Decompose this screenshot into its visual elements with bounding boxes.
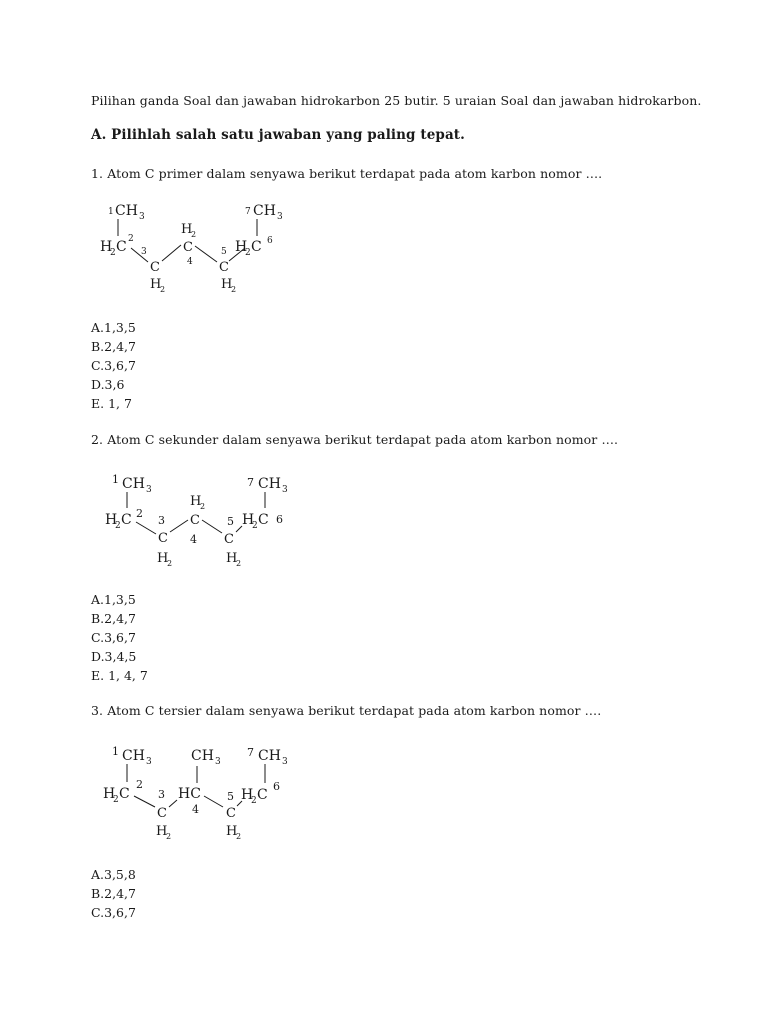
h2c-c-right: C <box>258 512 269 528</box>
h2-bottom-3-sub: 2 <box>160 285 166 294</box>
carbon-4: C <box>190 513 200 528</box>
option-d: D.3,6 <box>91 377 125 392</box>
atom-number-6: 6 <box>276 513 283 526</box>
atom-number-1: 1 <box>112 473 119 486</box>
option-d: D.3,4,5 <box>91 649 137 664</box>
subscript-2-right: 2 <box>252 521 258 531</box>
atom-number-2: 2 <box>136 507 143 520</box>
question-1-text: 1. Atom C primer dalam senyawa berikut terdapat pada atom karbon nomor …. <box>91 166 603 181</box>
intro-text: Pilihan ganda Soal dan jawaban hidrokarbon 25 butir. 5 uraian Soal dan jawaban hidrokarbon. <box>91 93 702 108</box>
carbon-3: C <box>157 806 167 821</box>
atom-number-5: 5 <box>221 247 227 257</box>
option-a: A.3,5,8 <box>91 867 136 882</box>
atom-number-7: 7 <box>247 476 254 489</box>
h2-bottom-3-h: H <box>157 551 169 566</box>
bond-3-4 <box>170 520 188 532</box>
h2-bottom-5-h: H <box>221 277 233 292</box>
option-b: B.2,4,7 <box>91 886 136 901</box>
carbon-5: C <box>226 806 236 821</box>
subscript-3: 3 <box>146 757 152 767</box>
h2-bottom-3-h: H <box>150 277 162 292</box>
bond-2-3 <box>134 796 155 807</box>
h2-top-4-sub: 2 <box>200 502 206 511</box>
atom-number-3: 3 <box>158 788 165 801</box>
subscript-2-right: 2 <box>245 248 251 258</box>
subscript-2-right: 2 <box>251 796 257 806</box>
h2c-c-right: C <box>251 239 262 255</box>
subscript-3-right: 3 <box>277 212 283 222</box>
option-e: E. 1, 4, 7 <box>91 668 148 683</box>
bond-4-5 <box>195 246 217 262</box>
carbon-4: C <box>183 240 193 255</box>
atom-number-7: 7 <box>245 207 251 217</box>
atom-number-3: 3 <box>141 247 147 257</box>
bond-3-4 <box>162 245 181 261</box>
ch3-group-7: CH <box>253 203 276 219</box>
subscript-3: 3 <box>146 485 152 495</box>
question-1-options <box>91 318 136 413</box>
bond-4-5 <box>204 796 223 807</box>
subscript-2: 2 <box>110 248 116 258</box>
option-b: B.2,4,7 <box>91 611 136 626</box>
h2-bottom-5-h: H <box>226 824 238 839</box>
option-c: C.3,6,7 <box>91 630 136 645</box>
option-c: C.3,6,7 <box>91 358 136 373</box>
atom-number-3: 3 <box>158 514 165 527</box>
subscript-3-branch: 3 <box>215 757 221 767</box>
carbon-3: C <box>158 531 168 546</box>
option-a: A.1,3,5 <box>91 320 136 335</box>
h2-bottom-3-sub: 2 <box>167 559 173 568</box>
h2-top-4-h: H <box>181 222 193 237</box>
h2-bottom-5-sub: 2 <box>236 832 242 841</box>
h2c-h-left: H <box>105 512 118 528</box>
carbon-5: C <box>219 260 229 275</box>
option-e: E. 1, 7 <box>91 396 132 411</box>
bond-2-3 <box>136 522 156 534</box>
ch3-group-7: CH <box>258 748 281 764</box>
ch3-methyl-branch: CH <box>191 748 214 764</box>
ch3-group-1: CH <box>122 748 145 764</box>
h2-bottom-5-h: H <box>226 551 238 566</box>
atom-number-4: 4 <box>187 257 193 267</box>
question-2-text: 2. Atom C sekunder dalam senyawa berikut terdapat pada atom karbon nomor …. <box>91 432 619 447</box>
carbon-3: C <box>150 260 160 275</box>
atom-number-4: 4 <box>192 803 199 816</box>
h2c-h-left: H <box>103 786 116 802</box>
h2c-h-right: H <box>241 787 254 803</box>
h2-bottom-5-sub: 2 <box>236 559 242 568</box>
h2c-c-left: C <box>119 786 130 802</box>
subscript-3-right: 3 <box>282 485 288 495</box>
atom-number-1: 1 <box>112 745 119 758</box>
ch3-group-7: CH <box>258 476 281 492</box>
subscript-3: 3 <box>139 212 145 222</box>
atom-number-5: 5 <box>227 515 234 528</box>
atom-number-2: 2 <box>128 234 134 244</box>
h2c-h-left: H <box>100 239 113 255</box>
h2-top-4-h: H <box>190 494 202 509</box>
question-3-options <box>91 865 136 922</box>
atom-number-4: 4 <box>190 533 197 546</box>
h2-bottom-3-sub: 2 <box>166 832 172 841</box>
atom-number-1: 1 <box>108 207 114 217</box>
h2c-h-right: H <box>242 512 255 528</box>
option-a: A.1,3,5 <box>91 592 136 607</box>
section-heading: A. Pilihlah salah satu jawaban yang paling tepat. <box>91 127 465 143</box>
h2c-c-right: C <box>257 787 268 803</box>
bond-3-4 <box>169 800 177 807</box>
ch3-group-1: CH <box>115 203 138 219</box>
atom-number-6: 6 <box>267 236 273 246</box>
subscript-2: 2 <box>115 521 121 531</box>
h2-top-4-sub: 2 <box>191 230 197 239</box>
question-2-structure <box>100 470 330 575</box>
h2c-c-left: C <box>121 512 132 528</box>
h2c-c-left: C <box>116 239 127 255</box>
atom-number-6: 6 <box>273 780 280 793</box>
h2-bottom-5-sub: 2 <box>231 285 237 294</box>
atom-number-2: 2 <box>136 778 143 791</box>
atom-number-7: 7 <box>247 746 254 759</box>
question-3-text: 3. Atom C tersier dalam senyawa berikut terdapat pada atom karbon nomor …. <box>91 703 602 718</box>
subscript-3-right: 3 <box>282 757 288 767</box>
atom-number-5: 5 <box>227 790 234 803</box>
option-c: C.3,6,7 <box>91 905 136 920</box>
question-3-structure <box>100 740 330 845</box>
question-1-structure <box>95 198 325 303</box>
bond-4-5 <box>202 520 222 533</box>
option-b: B.2,4,7 <box>91 339 136 354</box>
question-2-options <box>91 590 148 685</box>
carbon-5: C <box>224 532 234 547</box>
h2-bottom-3-h: H <box>156 824 168 839</box>
hc-carbon-4: HC <box>178 786 201 802</box>
ch3-group-1: CH <box>122 476 145 492</box>
h2c-h-right: H <box>235 239 248 255</box>
subscript-2: 2 <box>113 795 119 805</box>
